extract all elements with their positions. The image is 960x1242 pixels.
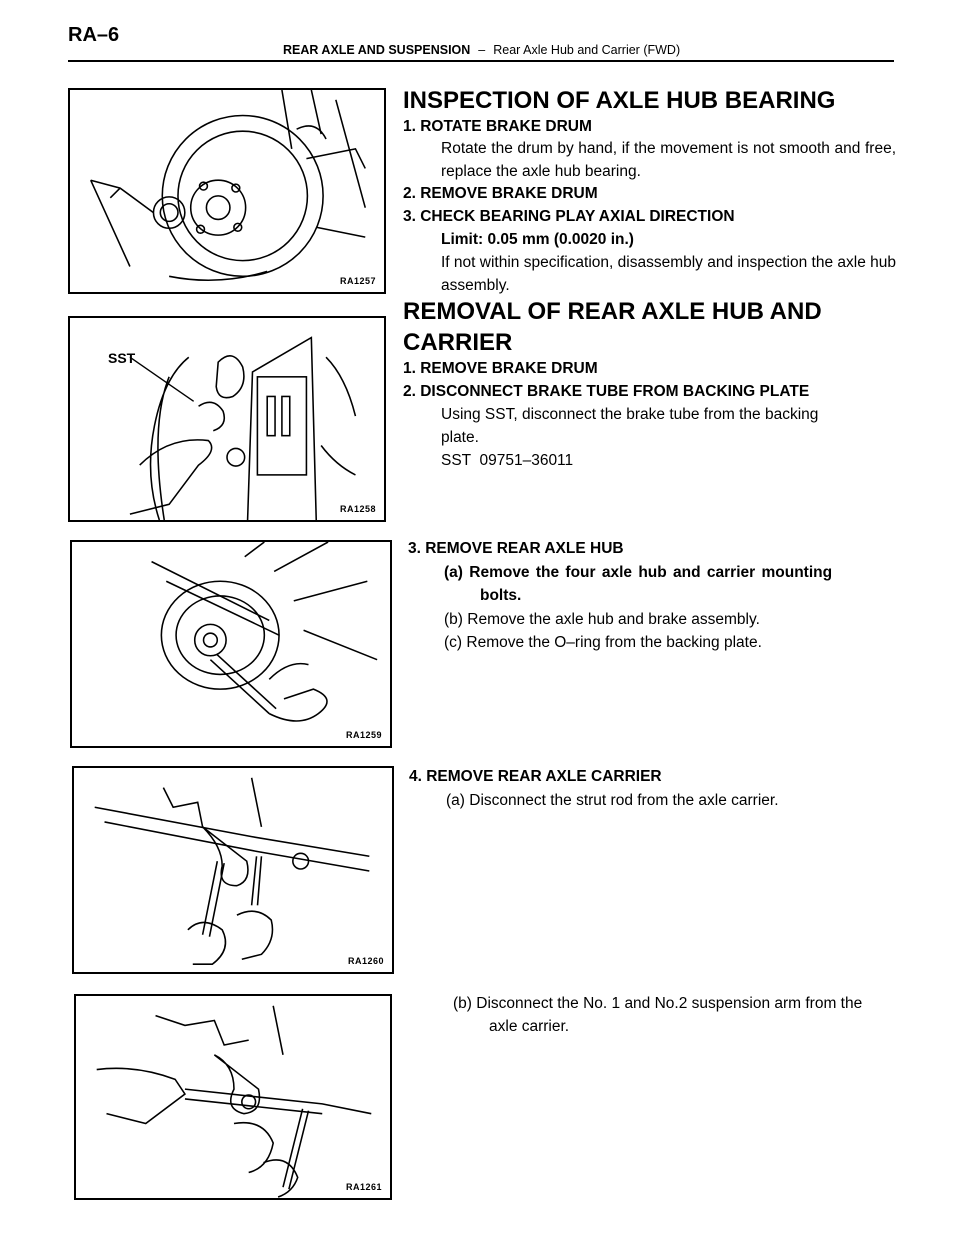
inspection-limit-value: Limit: 0.05 mm (0.0020 in.): [441, 231, 634, 248]
removal-step-2-text-line-2: plate.: [441, 429, 479, 446]
figure-code: RA1261: [345, 1182, 382, 1192]
page-number: RA–6: [68, 24, 120, 46]
figure-brake-tube-disconnect: [68, 316, 386, 522]
strut-rod-disconnect-illustration: [74, 768, 392, 972]
header-separator: –: [478, 43, 486, 57]
header-section: REAR AXLE AND SUSPENSION: [283, 43, 471, 57]
removal-step-2-sst-number: SST 09751–36011: [441, 452, 574, 469]
removal-step-4b-line-2: axle carrier.: [489, 1018, 570, 1035]
inspection-step-1-text: Rotate the drum by hand, if the movement is not smooth and free, replace the axle hub bearing.: [441, 140, 896, 180]
removal-step-3-title: 3. REMOVE REAR AXLE HUB: [408, 540, 624, 557]
running-header: [283, 43, 680, 57]
figure-remove-axle-hub: [70, 540, 392, 748]
removal-heading-line-1: REMOVAL OF REAR AXLE HUB AND: [403, 298, 822, 325]
inspection-step-1-title: 1. ROTATE BRAKE DRUM: [403, 118, 592, 135]
removal-step-1-title: 1. REMOVE BRAKE DRUM: [403, 360, 598, 377]
removal-heading-line-2: CARRIER: [403, 329, 513, 356]
header-subsection: Rear Axle Hub and Carrier (FWD): [493, 43, 681, 57]
removal-step-4b-line-1: (b) Disconnect the No. 1 and No.2 suspension arm from the: [453, 995, 863, 1012]
figure-brake-drum-inspection: [68, 88, 386, 294]
removal-step-3a-line-2: bolts.: [480, 587, 522, 604]
inspection-step-3-title: 3. CHECK BEARING PLAY AXIAL DIRECTION: [403, 208, 735, 225]
inspection-heading: INSPECTION OF AXLE HUB BEARING: [403, 87, 836, 114]
figure-suspension-arm-disconnect: [74, 994, 392, 1200]
removal-step-4-title: 4. REMOVE REAR AXLE CARRIER: [409, 768, 662, 785]
removal-step-4a: (a) Disconnect the strut rod from the axle carrier.: [446, 792, 779, 809]
brake-drum-dial-indicator-illustration: [70, 90, 384, 292]
removal-step-3c: (c) Remove the O–ring from the backing plate.: [444, 634, 762, 651]
header-rule: [68, 60, 894, 62]
removal-step-3a-line-1: (a) Remove the four axle hub and carrier mounting: [444, 564, 833, 581]
inspection-step-3-text: If not within specification, disassembly and inspection the axle hub assembly.: [441, 254, 896, 294]
removal-step-2-title: 2. DISCONNECT BRAKE TUBE FROM BACKING PLATE: [403, 383, 810, 400]
removal-step-2-text-line-1: Using SST, disconnect the brake tube from the backing: [441, 406, 819, 423]
axle-hub-bolts-wrench-illustration: [72, 542, 390, 746]
suspension-arm-disconnect-illustration: [76, 996, 390, 1198]
figure-code: RA1257: [339, 276, 376, 286]
figure-code: RA1258: [339, 504, 376, 514]
brake-tube-sst-illustration: [70, 318, 384, 520]
figure-code: RA1259: [345, 730, 382, 740]
figure-remove-axle-carrier: [72, 766, 394, 974]
inspection-step-2-title: 2. REMOVE BRAKE DRUM: [403, 185, 598, 202]
removal-step-3b: (b) Remove the axle hub and brake assembly.: [444, 611, 760, 628]
sst-callout-label: SST: [108, 350, 136, 366]
figure-code: RA1260: [347, 956, 384, 966]
